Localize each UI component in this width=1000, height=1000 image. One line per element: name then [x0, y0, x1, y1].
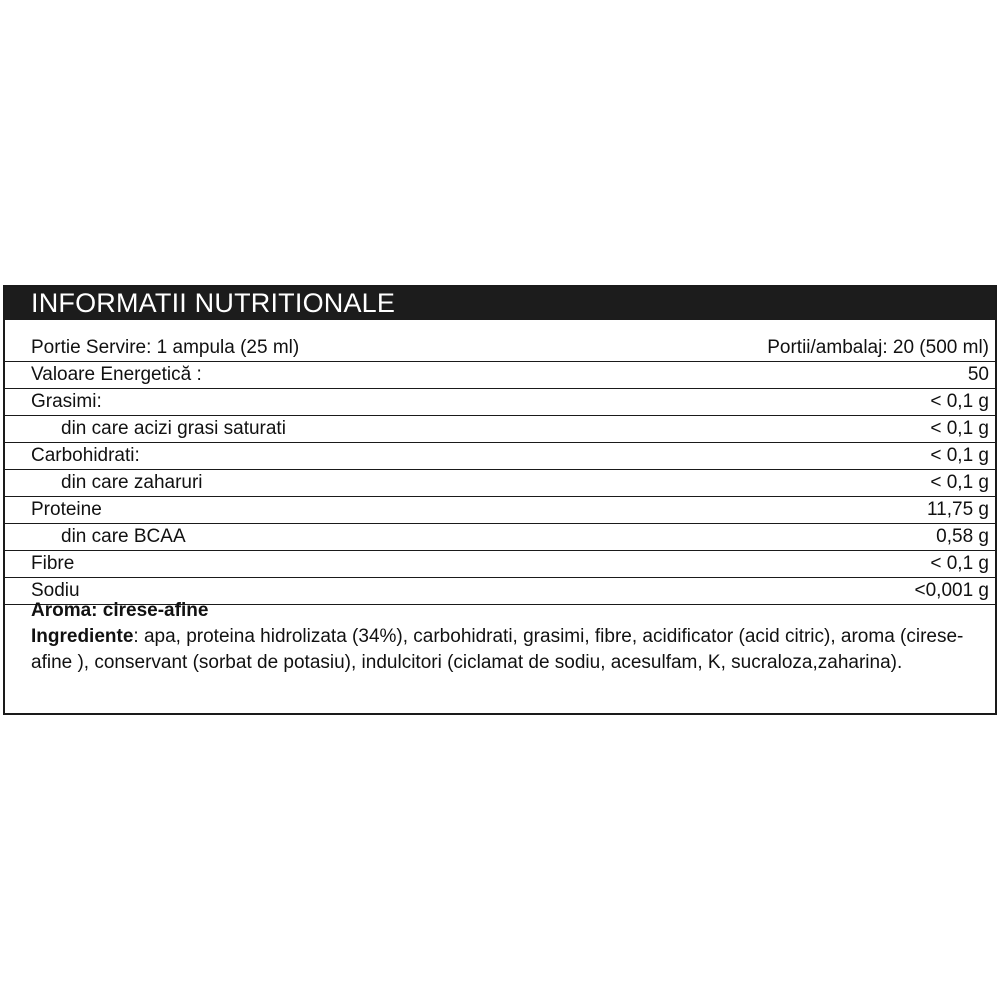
nutrient-name: Sodiu	[31, 580, 80, 601]
table-row	[5, 362, 995, 389]
nutrient-name: Carbohidrati:	[31, 445, 140, 466]
ingredients-line	[31, 624, 981, 676]
nutrient-value: 11,75 g	[927, 499, 989, 520]
nutrient-value: <0,001 g	[914, 580, 989, 601]
nutrient-name: Grasimi:	[31, 391, 102, 412]
nutrient-name: Proteine	[31, 499, 102, 520]
servings-per-package: Portii/ambalaj: 20 (500 ml)	[767, 337, 989, 358]
nutrient-name: Fibre	[31, 553, 75, 574]
nutrient-value: 50	[967, 364, 989, 385]
table-row	[5, 524, 995, 551]
table-row	[5, 470, 995, 497]
nutrient-value: < 0,1 g	[930, 472, 989, 493]
nutrient-name: din care acizi grasi saturati	[61, 418, 286, 439]
serving-size: Portie Servire: 1 ampula (25 ml)	[31, 337, 300, 358]
nutrient-value: 0,58 g	[936, 526, 989, 547]
ingredients-text: : apa, proteina hidrolizata (34%), carbohidrati, grasimi, fibre, acidificator (acid citric), aroma (cirese-afine ), conservant (sorbat de potasiu), indulcitori (ciclamat de sodiu, acesulfam, K, sucraloza,zaharina).	[31, 626, 964, 673]
nutrient-value: < 0,1 g	[930, 391, 989, 412]
label-header: INFORMATII NUTRITIONALE	[5, 287, 995, 320]
table-row	[5, 551, 995, 578]
nutrient-value: < 0,1 g	[930, 445, 989, 466]
nutrition-label	[3, 285, 997, 715]
table-row	[5, 389, 995, 416]
table-row	[5, 416, 995, 443]
nutrient-name: din care zaharuri	[61, 472, 203, 493]
serving-row	[5, 335, 995, 362]
nutrition-table	[5, 335, 995, 605]
ingredients-block	[31, 598, 981, 676]
aroma-line	[31, 598, 981, 624]
nutrient-value: < 0,1 g	[930, 418, 989, 439]
table-row	[5, 497, 995, 524]
table-row	[5, 443, 995, 470]
ingredients-label: Ingrediente	[31, 626, 134, 647]
nutrient-name: din care BCAA	[61, 526, 186, 547]
nutrient-value: < 0,1 g	[930, 553, 989, 574]
aroma-label: Aroma: cirese-afine	[31, 600, 209, 621]
nutrient-name: Valoare Energetică :	[31, 364, 202, 385]
